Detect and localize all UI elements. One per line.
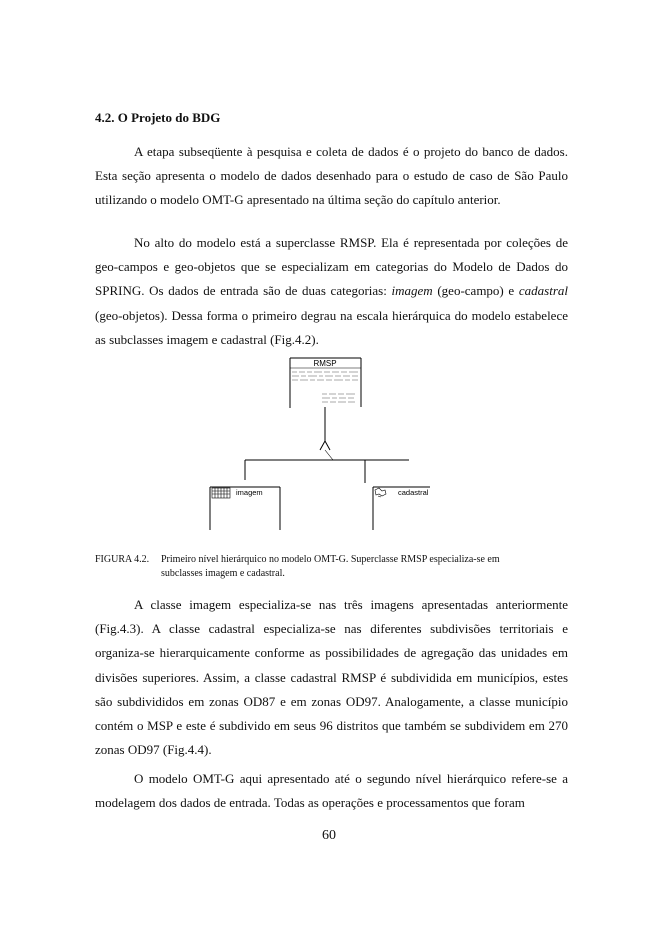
caption-label: FIGURA 4.2.: [95, 554, 150, 565]
superclass-icons: [292, 372, 358, 402]
paragraph-conclusion: O modelo OMT-G aqui apresentado até o segundo nível hierárquico refere-se a modelagem dos dados de entrada. Todas as operações e processamentos que foram: [95, 771, 568, 811]
subclass-cadastral-label: cadastral: [398, 488, 429, 497]
paragraph-superclass: [95, 231, 568, 352]
subclass-cadastral-box: [373, 487, 430, 530]
subclass-imagem-box: [210, 487, 280, 530]
subclass-imagem-label: imagem: [236, 488, 263, 497]
superclass-rmsp-box: [290, 358, 361, 408]
grid-icon: [212, 488, 230, 498]
page-number: 60: [322, 828, 336, 843]
section-title: 4.2. O Projeto do BDG: [95, 110, 221, 125]
paragraph-text: No alto do modelo está a superclasse RMSP. Ela é representada por coleções de geo-campos e geo-objetos que se especializam em categorias do Modelo de Dados do SPRING. Os dados de entrada são de duas categorias:: [95, 235, 568, 299]
omt-g-diagram: [200, 350, 430, 540]
emphasis-imagem: imagem: [391, 283, 433, 299]
caption-text-continued: subclasses imagem e cadastral.: [161, 568, 285, 579]
superclass-label: RMSP: [313, 359, 337, 368]
polygon-icon: [375, 488, 386, 497]
emphasis-cadastral: cadastral: [518, 283, 568, 299]
generalization-connector: [245, 407, 409, 483]
paragraph-specialization: A classe imagem especializa-se nas três imagens apresentadas anteriormente (Fig.4.3). A classe cadastral especializa-se nas diferentes subdivisões territoriais e organiza-se hierarquicamente conforme as possibilidades de agregação das unidades em divisões superiores. Assim, a classe cadastral RMSP é subdividida em municípios, estes são subdivididos em zonas OD87 e em zonas OD97. Analogamente, a classe município contém o MSP e este é subdivido em seus 96 distritos que também se subdividem em 270 zonas OD97 (Fig.4.4).: [95, 597, 568, 758]
figure-caption: [95, 553, 568, 581]
paragraph-intro: A etapa subseqüente à pesquisa e coleta de dados é o projeto do banco de dados. Esta seção apresenta o modelo de dados desenhado para o estudo de caso de São Paulo utilizando o modelo OMT-G apresentado na última seção do capítulo anterior.: [95, 144, 568, 208]
paragraph-text: (geo-objetos). Dessa forma o primeiro degrau na escala hierárquica do modelo estabelece as subclasses imagem e cadastral (Fig.4.2).: [95, 307, 568, 347]
paragraph-text: (geo-campo) e: [432, 283, 519, 299]
caption-text: Primeiro nível hierárquico no modelo OMT-G. Superclasse RMSP especializa-se em: [161, 554, 500, 565]
